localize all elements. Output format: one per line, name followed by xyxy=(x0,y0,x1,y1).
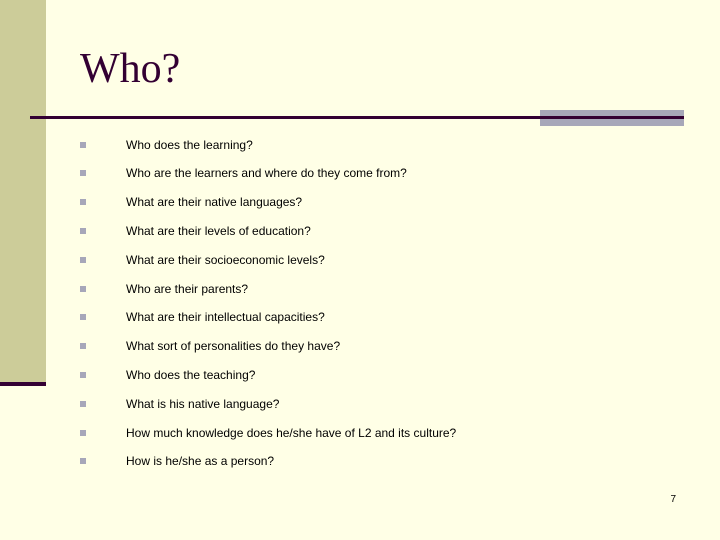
list-item xyxy=(80,192,680,212)
square-bullet-icon xyxy=(80,170,86,176)
bullet-text: How much knowledge does he/she have of L2 and its culture? xyxy=(126,426,457,440)
bullet-text: What sort of personalities do they have? xyxy=(126,339,341,353)
slide-title: Who? xyxy=(80,46,181,92)
square-bullet-icon xyxy=(80,257,86,263)
list-item xyxy=(80,135,680,155)
bullet-text: Who does the learning? xyxy=(126,138,253,152)
square-bullet-icon xyxy=(80,314,86,320)
square-bullet-icon xyxy=(80,458,86,464)
square-bullet-icon xyxy=(80,286,86,292)
list-item xyxy=(80,394,680,414)
list-item xyxy=(80,423,680,443)
list-item xyxy=(80,221,680,241)
bullet-text: What are their levels of education? xyxy=(126,224,311,238)
bullet-text: What are their socioeconomic levels? xyxy=(126,253,325,267)
bullet-text: Who are the learners and where do they come from? xyxy=(126,166,407,180)
bullet-text: Who does the teaching? xyxy=(126,368,256,382)
bullet-text: How is he/she as a person? xyxy=(126,454,275,468)
square-bullet-icon xyxy=(80,430,86,436)
bullet-text: What are their intellectual capacities? xyxy=(126,310,325,324)
bullet-text: Who are their parents? xyxy=(126,282,249,296)
square-bullet-icon xyxy=(80,401,86,407)
list-item xyxy=(80,163,680,183)
list-item xyxy=(80,365,680,385)
list-item xyxy=(80,250,680,270)
square-bullet-icon xyxy=(80,343,86,349)
page-number: 7 xyxy=(670,494,676,505)
square-bullet-icon xyxy=(80,142,86,148)
list-item xyxy=(80,336,680,356)
square-bullet-icon xyxy=(80,228,86,234)
list-item xyxy=(80,307,680,327)
bullet-text: What is his native language? xyxy=(126,397,280,411)
list-item xyxy=(80,451,680,471)
square-bullet-icon xyxy=(80,199,86,205)
bullet-text: What are their native languages? xyxy=(126,195,303,209)
square-bullet-icon xyxy=(80,372,86,378)
list-item xyxy=(80,279,680,299)
